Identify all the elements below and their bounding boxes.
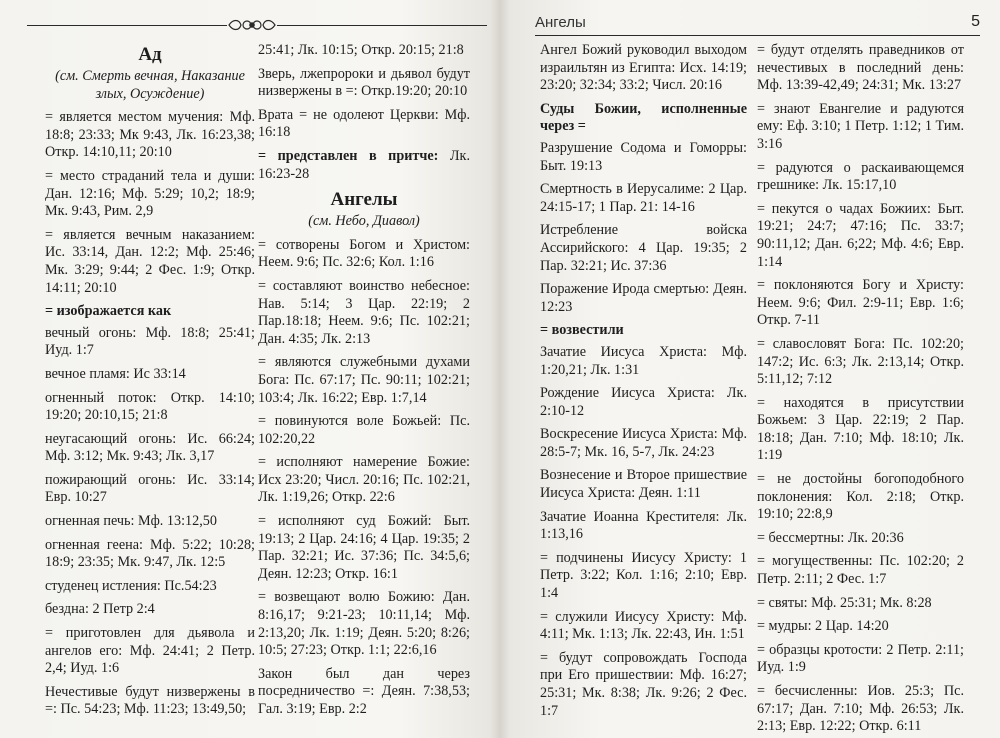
entry: = образцы кротости: 2 Петр. 2:11; Иуд. 1:9 — [757, 641, 964, 676]
subheading: = изображается как — [45, 303, 172, 320]
left-column-2 — [258, 42, 470, 725]
entry: = поклоняются Богу и Христу: Неем. 9:6; Фил. 2:9-11; Евр. 1:6; Откр. 7-11 — [757, 277, 964, 329]
entry: Смертность в Иерусалиме: 2 Цар. 24:15-17; 1 Пар. 21: 14-16 — [540, 181, 747, 215]
head-rule — [277, 25, 487, 26]
entry: = находятся в присутствии Божьем: 3 Цар. 22:19; 2 Пар. 18:18; Дан. 7:10; Мф. 18:10; Лк. 1:19 — [757, 394, 964, 464]
running-head-title: Ангелы — [535, 14, 586, 31]
entry: = являются служебными духами Бога: Пс. 67:17; Пс. 90:11; 102:21; 103:4; Лк. 16:22; Евр. 1:7,14 — [258, 354, 470, 406]
entry: = не достойны богоподобного поклонения: Кол. 2:18; Откр. 19:10; 22:8,9 — [757, 471, 964, 523]
subheading: = возвестили — [540, 322, 624, 339]
entry: Воскресение Иисуса Христа: Мф. 28:5-7; Мк. 16, 5-7, Лк. 24:23 — [540, 426, 747, 460]
left-page — [0, 0, 495, 738]
head-rule — [27, 25, 227, 26]
entry: = святы: Мф. 25:31; Мк. 8:28 — [757, 594, 932, 611]
subheading: Суды Божии, исполненные через = — [540, 100, 747, 135]
entry: = будут отделять праведников от нечестивых в последний день: Мф. 13:39-42,49; 24:31; Мк. 13:27 — [757, 42, 964, 94]
entry: = составляют воинство небесное: Нав. 5:14; 3 Цар. 22:19; 2 Пар.18:18; Неем. 9:6; Пс. 102:21; Дан. 4:35; Лк. 2:13 — [258, 277, 470, 347]
entry: Зверь, лжепророки и дьявол будут низвержены в =: Откр.19:20; 20:10 — [258, 65, 470, 100]
entry: = могущественны: Пс. 102:20; 2 Петр. 2:11; 2 Фес. 1:7 — [757, 553, 964, 588]
entry: = славословят Бога: Пс. 102:20; 147:2; Ис. 6:3; Лк. 2:13,14; Откр. 5:11,12; 7:12 — [757, 335, 964, 388]
running-head-ornament — [27, 19, 487, 31]
entry: = приготовлен для дьявола и ангелов его: Мф. 24:41; 2 Петр. 2,4; Иуд. 1:6 — [45, 625, 255, 677]
right-column-2 — [757, 42, 964, 738]
right-column-1 — [540, 42, 747, 726]
entry: Ангел Божий руководил выходом израильтян из Египта: Исх. 14:19; 23:20; 32:34; 33:2; Числ. 20:16 — [540, 42, 747, 94]
see-also: (см. Небо, Диавол) — [308, 213, 420, 230]
section-heading-hell: Ад — [138, 44, 162, 65]
entry: бездна: 2 Петр 2:4 — [45, 601, 155, 618]
entry: = служили Иисусу Христу: Мф. 4:11; Мк. 1:13; Лк. 22:43, Ин. 1:51 — [540, 608, 747, 643]
entry: = место страданий тела и души: Дан. 12:16; Мф. 5:29; 10,2; 18:9; Мк. 9:43, Рим. 2,9 — [45, 167, 255, 220]
page-number: 5 — [971, 13, 980, 30]
entry-parable — [258, 148, 470, 183]
entry: Истребление войска Ассирийского: 4 Цар. 19:35; 2 Пар. 32:21; Ис. 37:36 — [540, 222, 747, 274]
entry: = повинуются воле Божьей: Пс. 102:20,22 — [258, 413, 470, 447]
entry: = исполняют суд Божий: Быт. 19:13; 2 Цар. 24:16; 4 Цар. 19:35; 2 Пар. 32:21; Ис. 37:36; Пс. 34:5,6; Деян. 12:23; Откр. 16:1 — [258, 513, 470, 582]
entry: Разрушение Содома и Гоморры: Быт. 19:13 — [540, 139, 747, 174]
entry: 25:41; Лк. 10:15; Откр. 20:15; 21:8 — [258, 42, 464, 58]
entry: = является вечным наказанием: Ис. 33:14, Дан. 12:2; Мф. 25:46; Мк. 3:29; 9:44; 2 Фес. 1:9; Откр. 14:11; 20:10 — [45, 226, 255, 296]
right-page — [505, 0, 1000, 738]
entry: вечный огонь: Мф. 18:8; 25:41; Иуд. 1:7 — [45, 324, 255, 359]
entry: = возвещают волю Божию: Дан. 8:16,17; 9:21-23; 10:11,14; Мф. 2:13,20; Лк. 1:19; Деян. 5:20; 8:26; 10:5; 27:23; Откр. 1:1; 22:6,16 — [258, 589, 470, 659]
entry: Вознесение и Второе пришествие Иисуса Христа: Деян. 1:11 — [540, 467, 747, 502]
entry: Рождение Иисуса Христа: Лк. 2:10-12 — [540, 385, 747, 419]
entry: Поражение Ирода смертью: Деян. 12:23 — [540, 281, 747, 315]
entry: = бесчисленны: Иов. 25:3; Пс. 67:17; Дан. 7:10; Мф. 26:53; Лк. 2:13; Евр. 12:22; Откр. 6:11 — [757, 683, 964, 735]
entry: огненный поток: Откр. 14:10; 19:20; 20:10,15; 21:8 — [45, 389, 255, 424]
entry: огненная геена: Мф. 5:22; 10:28; 18:9; 23:35; Мк. 9:47, Лк. 12:5 — [45, 536, 255, 571]
parable-label: = представлен в притче: — [258, 147, 439, 164]
see-also: (см. Смерть вечная, Наказание злых, Осуждение) — [55, 68, 245, 102]
head-rule — [535, 35, 980, 36]
entry: = мудры: 2 Цар. 14:20 — [757, 618, 889, 635]
entry: = сотворены Богом и Христом: Неем. 9:6; Пс. 32:6; Кол. 1:16 — [258, 236, 470, 271]
section-heading-angels: Ангелы — [330, 189, 398, 211]
entry: = пекутся о чадах Божиих: Быт. 19:21; 24:7; 47:16; Пс. 33:7; 90:11,12; Дан. 6;22; Мф. 4:6; Евр. 1:14 — [757, 200, 964, 270]
parable-ref: Лк. 16:23-28 — [258, 147, 470, 182]
entry: Нечестивые будут низвержены в =: Пс. 54:23; Мф. 11:23; 13:49,50; — [45, 683, 255, 718]
entry: = знают Евангелие и радуются ему: Еф. 3:10; 1 Петр. 1:12; 1 Тим. 3:16 — [757, 100, 964, 152]
entry: = бессмертны: Лк. 20:36 — [757, 529, 904, 546]
running-head — [535, 12, 980, 36]
entry: огненная печь: Мф. 13:12,50 — [45, 513, 217, 530]
entry: вечное пламя: Ис 33:14 — [45, 365, 186, 382]
entry: студенец истления: Пс.54:23 — [45, 577, 217, 594]
entry: = является местом мучения: Мф. 18:8; 23:33; Мк 9:43, Лк. 16:23,38; Откр. 14:10,11; 20:10 — [45, 109, 255, 161]
left-column-1 — [45, 42, 255, 725]
entry: Закон был дан через посредничество =: Деян. 7:38,53; Гал. 3:19; Евр. 2:2 — [258, 665, 470, 717]
entry: = будут сопровождать Господа при Его пришествии: Мф. 16:27; 25:31; Мк. 8:38; Лк. 9:26; 2 Фес. 1:7 — [540, 649, 747, 719]
entry: = радуются о раскаивающемся грешнике: Лк. 15:17,10 — [757, 159, 964, 194]
entry: неугасающий огонь: Ис. 66:24; Мф. 3:12; Мк. 9:43; Лк. 3,17 — [45, 430, 255, 465]
entry: Зачатие Иисуса Христа: Мф. 1:20,21; Лк. 1:31 — [540, 343, 747, 378]
entry: = исполняют намерение Божие: Исх 23:20; Числ. 20:16; Пс. 102:21, Лк. 1:19,26; Откр. 22:6 — [258, 454, 470, 506]
ornament-icon — [227, 18, 277, 32]
entry: Зачатие Иоанна Крестителя: Лк. 1:13,16 — [540, 508, 747, 543]
entry: = подчинены Иисусу Христу: 1 Петр. 3:22; Кол. 1:16; 2:10; Евр. 1:4 — [540, 549, 747, 602]
entry: пожирающий огонь: Ис. 33:14; Евр. 10:27 — [45, 471, 255, 506]
entry: Врата = не одолеют Церкви: Мф. 16:18 — [258, 106, 470, 141]
